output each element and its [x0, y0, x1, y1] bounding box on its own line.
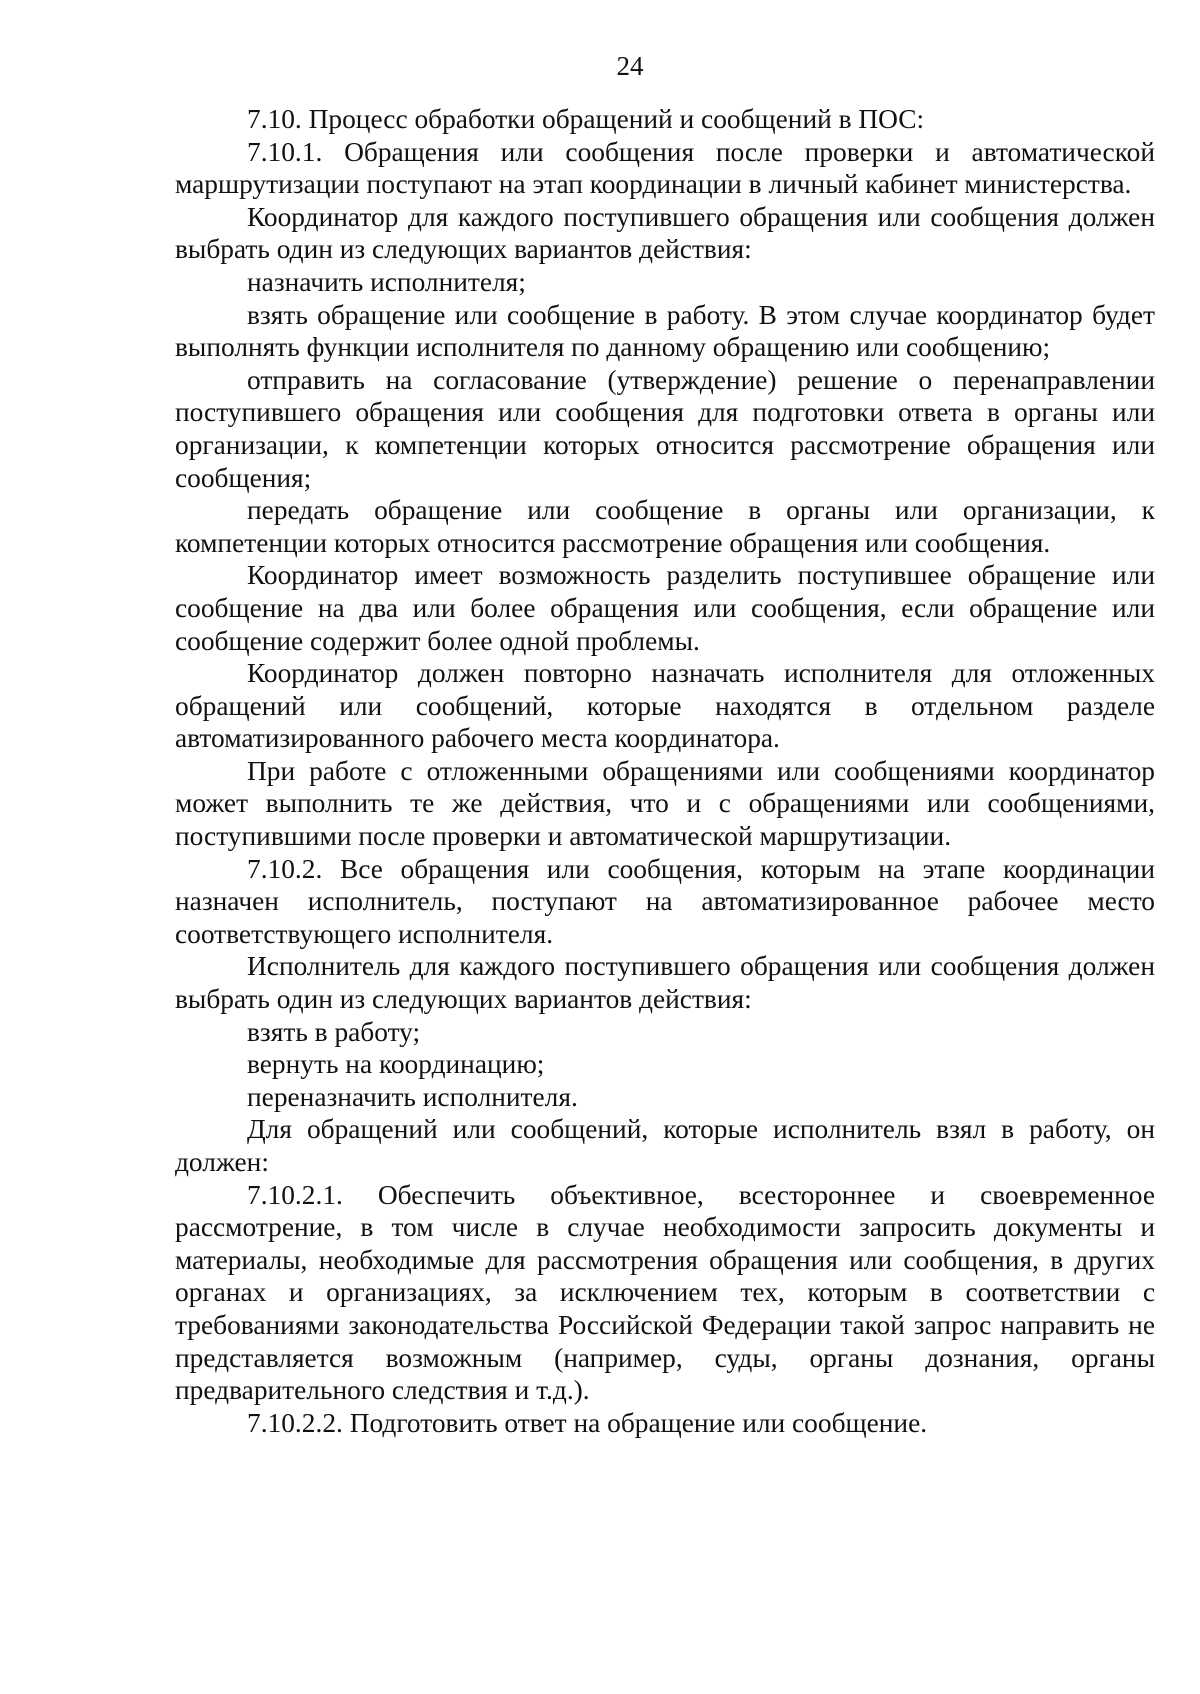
document-body: [175, 103, 1155, 1439]
paragraph: 7.10.2.1. Обеспечить объективное, всестороннее и своевременное рассмотрение, в том числе в случае необходимости запросить документы и материалы, необходимые для рассмотрения обращения или сообщения, в других органах и организациях, за исключением тех, которым в соответствии с требованиями законодательства Российской Федерации такой запрос направить не представляется возможным (например, суды, органы дознания, органы предварительного следствия и т.д.).: [175, 1179, 1155, 1406]
list-item: отправить на согласование (утверждение) решение о перенаправлении поступившего обращения или сообщения для подготовки ответа в органы или организации, к компетенции которых относится рассмотрение обращения или сообщения;: [175, 364, 1155, 493]
paragraph: 7.10.1. Обращения или сообщения после проверки и автоматической маршрутизации поступают на этап координации в личный кабинет министерства.: [175, 136, 1155, 200]
paragraph: При работе с отложенными обращениями или сообщениями координатор может выполнить те же действия, что и с обращениями или сообщениями, поступившими после проверки и автоматической маршрутизации.: [175, 755, 1155, 852]
paragraph: Координатор должен повторно назначать исполнителя для отложенных обращений или сообщений, которые находятся в отдельном разделе автоматизированного рабочего места координатора.: [175, 658, 1155, 754]
list-item: передать обращение или сообщение в органы или организации, к компетенции которых относится рассмотрение обращения или сообщения.: [175, 495, 1155, 558]
list-item: переназначить исполнителя.: [247, 1081, 578, 1112]
paragraph: 7.10.2. Все обращения или сообщения, которым на этапе координации назначен исполнитель, поступают на автоматизированное рабочее место соответствующего исполнителя.: [175, 853, 1155, 949]
paragraph: Координатор имеет возможность разделить поступившее обращение или сообщение на два или более обращения или сообщения, если обращение или сообщение содержит более одной проблемы.: [175, 560, 1155, 656]
list-item: вернуть на координацию;: [247, 1049, 545, 1080]
list-item: назначить исполнителя;: [247, 266, 526, 297]
paragraph: Исполнитель для каждого поступившего обращения или сообщения должен выбрать один из следующих вариантов действия:: [175, 951, 1155, 1015]
paragraph: 7.10.2.2. Подготовить ответ на обращение или сообщение.: [247, 1407, 928, 1438]
paragraph: Для обращений или сообщений, которые исполнитель взял в работу, он должен:: [175, 1114, 1155, 1177]
section-heading: 7.10. Процесс обработки обращений и сообщений в ПОС:: [247, 104, 925, 134]
page-number: 24: [616, 51, 644, 81]
paragraph: Координатор для каждого поступившего обращения или сообщения должен выбрать один из следующих вариантов действия:: [175, 201, 1155, 265]
list-item: взять в работу;: [247, 1016, 421, 1047]
list-item: взять обращение или сообщение в работу. В этом случае координатор будет выполнять функции исполнителя по данному обращению или сообщению;: [175, 299, 1155, 363]
